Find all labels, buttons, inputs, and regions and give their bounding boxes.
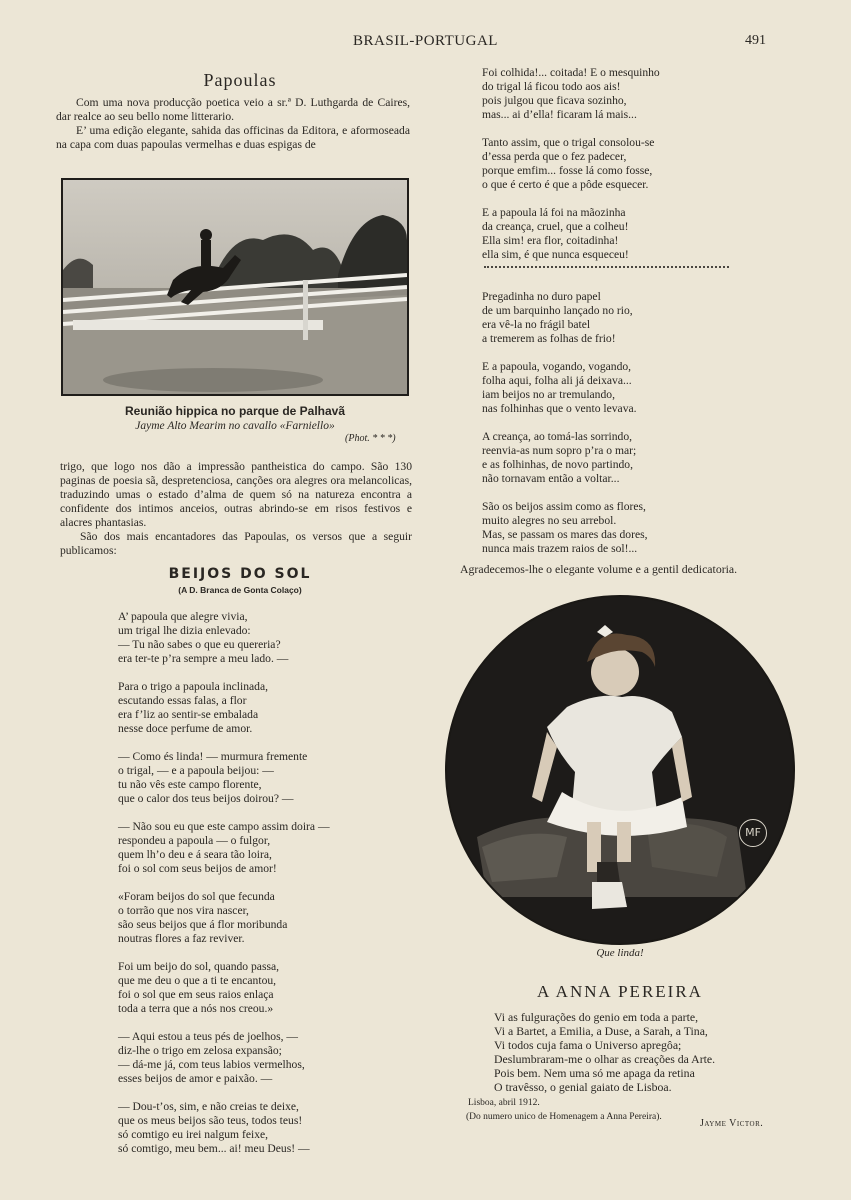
verse-line: um trigal lhe dizia enlevado: bbox=[118, 624, 251, 637]
verse-line: que os meus beijos são teus, todos teus! bbox=[118, 1114, 303, 1127]
stanza bbox=[118, 960, 378, 1016]
verse-line: escutando essas falas, a flor bbox=[118, 694, 247, 707]
verse-line: Vi a Bartet, a Emilia, a Duse, a Sarah, a Tina, bbox=[494, 1024, 708, 1038]
verse-line: Ella sim! era flor, coitadinha! bbox=[482, 234, 619, 247]
verse-line: Foi um beijo do sol, quando passa, bbox=[118, 960, 280, 973]
verse-line: respondeu a papoula — o fulgor, bbox=[118, 834, 271, 847]
place-date: Lisboa, abril 1912. bbox=[468, 1098, 540, 1108]
verse-line: era ter-te p’ra sempre a meu lado. — bbox=[118, 652, 289, 665]
stanza bbox=[482, 500, 782, 556]
verse-line: noutras flores a faz reviver. bbox=[118, 932, 245, 945]
verse-line: — dá-me já, com teus labios vermelhos, bbox=[118, 1058, 305, 1071]
verse-line: nas folhinhas que o vento levava. bbox=[482, 402, 637, 415]
stanza bbox=[482, 290, 782, 346]
verse-line: Pregadinha no duro papel bbox=[482, 290, 601, 303]
verse-line: A creança, ao tomá-las sorrindo, bbox=[482, 430, 633, 443]
verse-line: tu não vês este campo florente, bbox=[118, 778, 262, 791]
photo-credit: (Phot. * * *) bbox=[345, 433, 396, 444]
verse-line: — Como és linda! — murmura fremente bbox=[118, 750, 308, 763]
verse-line: mas... ai d’ella! ficaram lá mais... bbox=[482, 108, 637, 121]
stanza bbox=[482, 136, 782, 192]
verse-line: «Foram beijos do sol que fecunda bbox=[118, 890, 275, 903]
verse-line: Tanto assim, que o trigal consolou-se bbox=[482, 136, 655, 149]
verse-line: Foi colhida!... coitada! E o mesquinho bbox=[482, 66, 660, 79]
verse-line: Pois bem. Nem uma só me apaga da retina bbox=[494, 1066, 695, 1080]
verse-line: do trigal lá ficou todo aos ais! bbox=[482, 80, 621, 93]
verse-line: Deslumbraram-me o olhar as creações da Arte. bbox=[494, 1052, 716, 1066]
verse-line: o trigal, — e a papoula beijou: — bbox=[118, 764, 274, 777]
verse-line: quem lh’o deu e á seara tão loira, bbox=[118, 848, 272, 861]
verse-line: nesse doce perfume de amor. bbox=[118, 722, 253, 735]
verse-line: nunca mais trazem raios de sol!... bbox=[482, 542, 638, 555]
intro-paragraph: E’ uma edição elegante, sahida das officinas da Editora, e aformoseada na capa com duas papoulas vermelhas e duas espigas de bbox=[56, 124, 410, 151]
verse-line: iam beijos no ar tremulando, bbox=[482, 388, 615, 401]
verse-line: que me deu o que a ti te encantou, bbox=[118, 974, 277, 987]
verse-line: porque emfim... fosse lá como fosse, bbox=[482, 164, 653, 177]
verse-line: era vê-la no frágil batel bbox=[482, 318, 591, 331]
body-paragraph: trigo, que logo nos dão a impressão pantheistica do campo. São 130 paginas de poesia sã, despretenciosa, canções ora alegres ora melancolicas, traduzindo umas o estado d’alma de quem só na natureza encontra a confidente dos intimos anceios, outras abrindo-se em risos festivos e alacres phantasias. bbox=[60, 460, 412, 529]
stanza bbox=[118, 680, 378, 736]
verse-line: folha aqui, folha ali já deixava... bbox=[482, 374, 632, 387]
body-text bbox=[60, 460, 412, 558]
portrait-caption: Que linda! bbox=[596, 947, 644, 959]
verse-line: que o calor dos teus beijos doirou? — bbox=[118, 792, 294, 805]
author-signature: Jayme Victor. bbox=[700, 1118, 764, 1129]
poem-right-bottom bbox=[482, 290, 782, 570]
verse-line: de um barquinho lançado no rio, bbox=[482, 304, 633, 317]
photo-horse-jump bbox=[61, 178, 409, 396]
photo-caption-title: Reunião hippica no parque de Palhavã bbox=[124, 404, 346, 418]
body-paragraph: São dos mais encantadores das Papoulas, os versos que a seguir publicamos: bbox=[60, 530, 412, 557]
section-title-papoulas: Papoulas bbox=[203, 70, 277, 90]
verse-line: ella sim, é que nunca esqueceu! bbox=[482, 248, 629, 261]
verse-line: Para o trigo a papoula inclinada, bbox=[118, 680, 269, 693]
verse-line: da creança, cruel, que a colheu! bbox=[482, 220, 629, 233]
verse-line: foi o sol que em seus raios enlaça bbox=[118, 988, 274, 1001]
verse-line: Vi as fulgurações do genio em toda a parte, bbox=[494, 1010, 699, 1024]
verse-line: esses beijos de amor e paixão. — bbox=[118, 1072, 273, 1085]
child-portrait-illustration bbox=[447, 597, 793, 943]
verse-line: o torrão que nos vira nascer, bbox=[118, 904, 249, 917]
verse-line: são seus beijos que á flor moribunda bbox=[118, 918, 288, 931]
stanza bbox=[118, 1100, 378, 1156]
stanza bbox=[118, 750, 378, 806]
intro-paragraph: Com uma nova producção poetica veio a sr.ª D. Luthgarda de Caires, dar realce ao seu bello nome litterario. bbox=[56, 96, 410, 123]
acknowledgement-text: Agradecemos-lhe o elegante volume e a gentil dedicatoria. bbox=[460, 562, 738, 576]
page-number: 491 bbox=[745, 33, 766, 48]
verse-line: São os beijos assim como as flores, bbox=[482, 500, 646, 513]
photographer-monogram: MF bbox=[739, 819, 767, 847]
stanza bbox=[482, 206, 782, 262]
stanza bbox=[482, 66, 782, 122]
verse-line: A’ papoula que alegre vivia, bbox=[118, 610, 248, 623]
portrait-photo bbox=[445, 595, 795, 945]
verse-line: — Dou-t’os, sim, e não creias te deixe, bbox=[118, 1100, 299, 1113]
verse-line: d’essa perda que o fez padecer, bbox=[482, 150, 627, 163]
poem-right-top bbox=[482, 66, 782, 276]
verse-line: — Tu não sabes o que eu quereria? bbox=[118, 638, 281, 651]
dotted-separator bbox=[484, 266, 729, 268]
verse-line: — Aqui estou a teus pés de joelhos, — bbox=[118, 1030, 299, 1043]
poem-dedication: (A D. Branca de Gonta Colaço) bbox=[178, 585, 302, 595]
verse-line: Mas, se passam os mares das dores, bbox=[482, 528, 648, 541]
running-header: BRASIL-PORTUGAL bbox=[353, 33, 498, 49]
horse-jump-illustration bbox=[63, 180, 407, 394]
intro-text bbox=[56, 96, 410, 152]
section-title-anna: A ANNA PEREIRA bbox=[537, 982, 703, 1001]
stanza bbox=[482, 430, 782, 486]
verse-line: muito alegres no seu arrebol. bbox=[482, 514, 617, 527]
verse-line: — Não sou eu que este campo assim doira — bbox=[118, 820, 330, 833]
verse-line: O travêsso, o genial gaiato de Lisboa. bbox=[494, 1080, 672, 1094]
verse-line: E a papoula lá foi na mãozinha bbox=[482, 206, 626, 219]
verse-line: a tremerem as folhas de frio! bbox=[482, 332, 616, 345]
verse-line: foi o sol com seus beijos de amor! bbox=[118, 862, 277, 875]
source-note: (Do numero unico de Homenagem a Anna Pereira). bbox=[466, 1112, 662, 1122]
stanza bbox=[118, 890, 378, 946]
verse-line: reenvia-as num sopro p’ra o mar; bbox=[482, 444, 637, 457]
verse-line: Vi todos cuja fama o Universo apregôa; bbox=[494, 1038, 682, 1052]
stanza bbox=[482, 360, 782, 416]
verse-line: E a papoula, vogando, vogando, bbox=[482, 360, 632, 373]
stanza bbox=[118, 820, 378, 876]
verse-line: e as folhinhas, de novo partindo, bbox=[482, 458, 634, 471]
poem-left-column bbox=[118, 610, 378, 1170]
verse-line: diz-lhe o trigo em zelosa expansão; bbox=[118, 1044, 282, 1057]
stanza bbox=[118, 610, 378, 666]
verse-line: só comtigo, meu bem... ai! meu Deus! — bbox=[118, 1142, 310, 1155]
anna-poem bbox=[494, 1010, 794, 1094]
verse-line: toda a terra que a nós nos creou.» bbox=[118, 1002, 274, 1015]
poem-title: BEIJOS DO SOL bbox=[168, 566, 312, 582]
photo-caption-subtitle: Jayme Alto Mearim no cavallo «Farniello» bbox=[135, 420, 335, 432]
verse-line: o que é certo é que a pôde esquecer. bbox=[482, 178, 649, 191]
verse-line: pois julgou que ficava sozinho, bbox=[482, 94, 627, 107]
verse-line: era f’liz ao sentir-se embalada bbox=[118, 708, 259, 721]
stanza bbox=[118, 1030, 378, 1086]
verse-line: não tornavam então a voltar... bbox=[482, 472, 620, 485]
verse-line: só comtigo eu irei nalgum feixe, bbox=[118, 1128, 269, 1141]
